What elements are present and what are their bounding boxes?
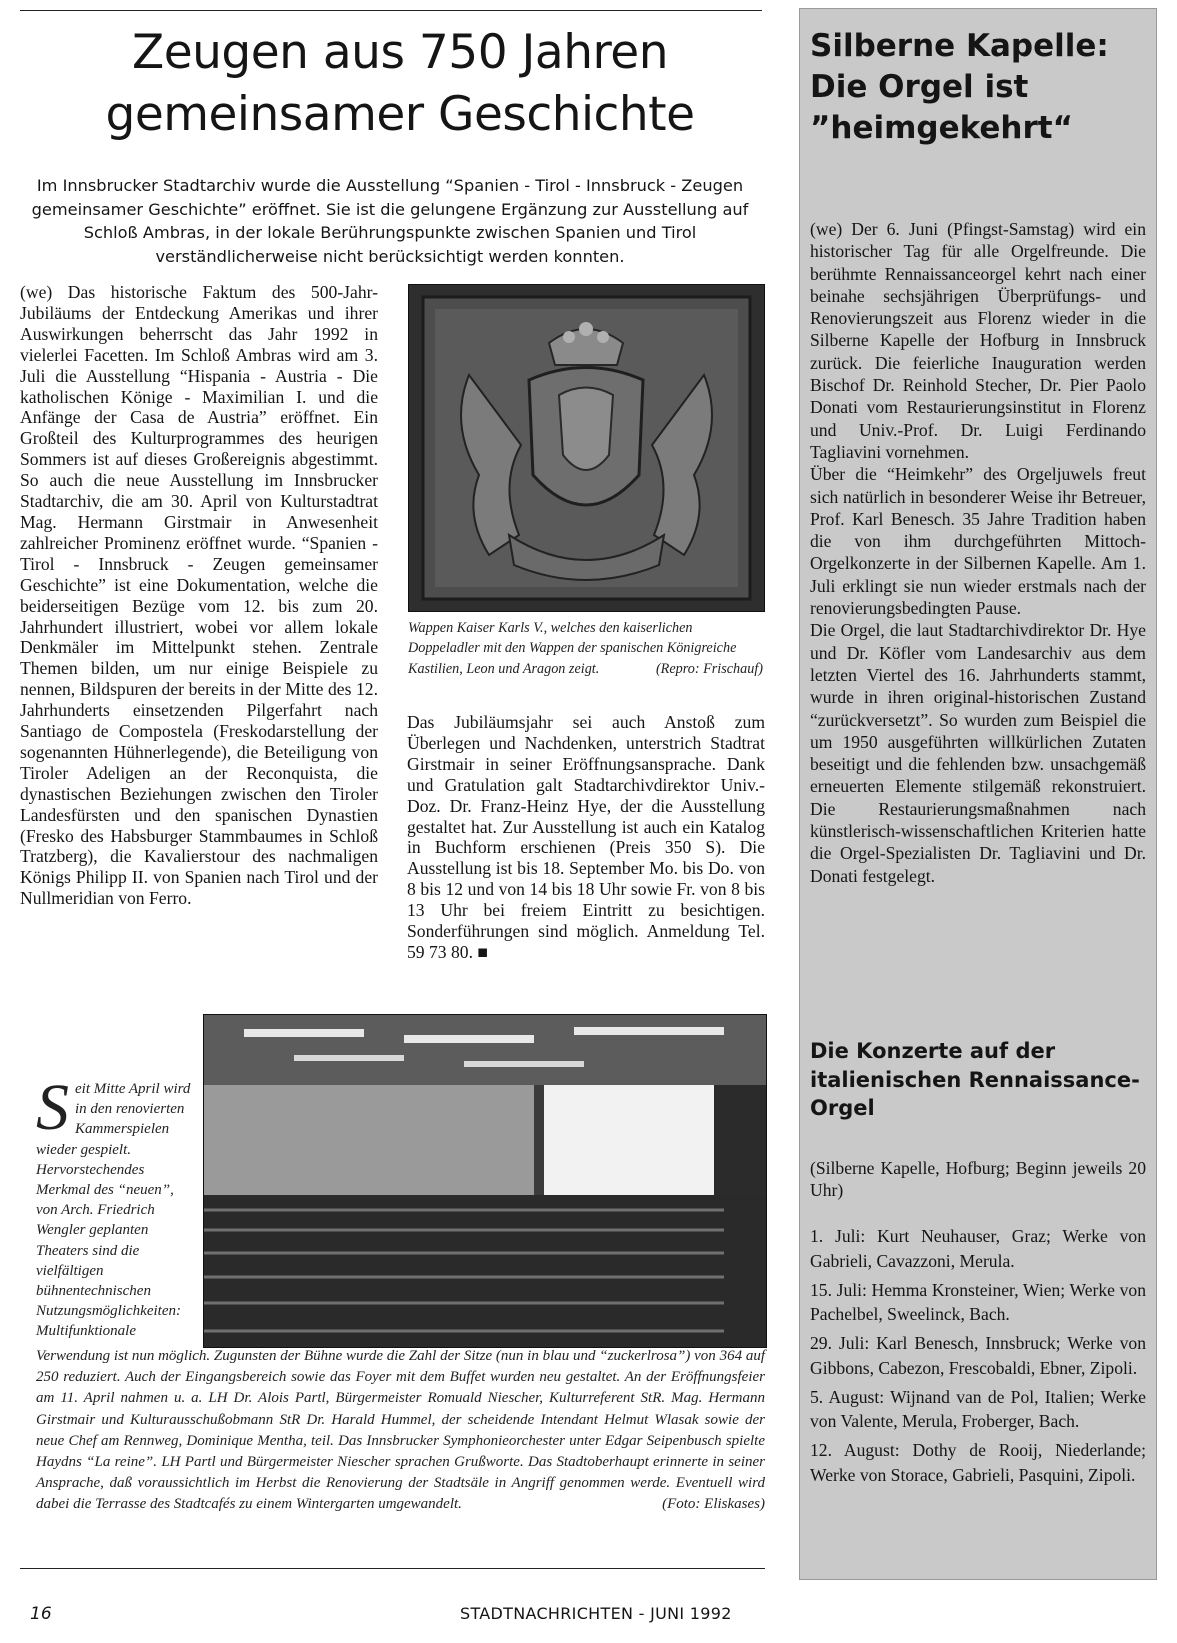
coat-of-arms-illustration (409, 285, 764, 611)
theater-caption-body (36, 1346, 765, 1516)
drop-cap: S (36, 1071, 69, 1144)
coat-of-arms-credit: (Repro: Frischauf) (655, 660, 763, 677)
theater-photo (203, 1014, 767, 1348)
theater-credit: (Foto: Eliskases) (662, 1496, 765, 1513)
page-number: 16 (30, 1604, 52, 1624)
coat-of-arms-caption-text: Wappen Kaiser Karls V., welches den kaiserlichen Doppeladler mit den Wappen der spanischen Königreiche Kastilien, Leon und Aragon zeigt. (408, 620, 737, 677)
sidebar-body (810, 218, 1146, 887)
concert-item: 15. Juli: Hemma Kronsteiner, Wien; Werke von Pachelbel, Sweelinck, Bach. (810, 1279, 1146, 1324)
sidebar-paragraph-3: Die Orgel, die laut Stadtarchivdirektor Dr. Hye und Dr. Köfler vom Landesarchiv aus dem letzten Viertel des 16. Jahrhunderts stammt, wurde in ihren original-historischen Zustand “zurückversetzt”. So wurden zum Beispiel die um 1950 ausgeführten willkürlichen Zutaten beseitigt und die fehlenden bzw. unsachgemäß erneuerten Elemente stilgemäß rekonstruiert. Die Restaurierungsmaßnahmen nach künstlerisch-wissenschaftlichen Kriterien hatte die Orgel-Spezialisten Dr. Tagliavini und Dr. Donati festgelegt. (810, 620, 1146, 886)
top-rule (20, 10, 762, 11)
theater-illustration (204, 1015, 766, 1347)
article-body-left: (we) Das historische Faktum des 500-Jahr-Jubiläums der Entdeckung Amerikas und ihrer Auswirkungen beherrscht das Jahr 1992 in vielerlei Facetten. Im Schloß Ambras wird am 3. Juli die Ausstellung “Hispania - Austria - Die katholischen Könige - Maximilian I. und die Anfänge der Casa de Austria” eröffnet. Ein Großteil des Kulturprogrammes des heurigen Sommers ist auf dieses Großereignis abgestimmt. So auch die neue Ausstellung im Innsbrucker Stadtarchiv, die am 30. April von Kulturstadtrat Mag. Hermann Girstmair in Anwesenheit zahlreicher Prominenz eröffnet wurde. “Spanien - Tirol - Innsbruck - Zeugen gemeinsamer Geschichte” ist eine Dokumentation, welche die beiderseitigen Bezüge vom 12. bis zum 20. Jahrhundert illustriert, wobei vor allem lokale Denkmäler im Mittelpunkt stehen. Zentrale Themen bilden, um nur einige Beispiele zu nennen, Bildspuren der bereits in der Mitte des 12. Jahrhunderts einsetzenden Pilgerfahrt nach Santiago de Compostela (Freskodarstellung der sogenannten Hühnerlegende), die Beteiligung von Tiroler Adeligen an der Reconquista, die dynastischen Beziehungen zwischen den Tiroler Landesfürsten und den spanischen Dynastien (Fresko des Habsburger Stammbaumes in Schloß Tratzberg), die Kavalierstour des nachmaligen Königs Philipp II. von Spanien nach Tirol und der Nullmeridian von Ferro. (20, 282, 378, 909)
concerts-intro: (Silberne Kapelle, Hofburg; Beginn jeweils 20 Uhr) (810, 1158, 1146, 1201)
concert-item: 1. Juli: Kurt Neuhauser, Graz; Werke von Gabrieli, Cavazzoni, Merula. (810, 1226, 1146, 1271)
bottom-rule (20, 1568, 765, 1569)
concert-item: 12. August: Dothy de Rooij, Niederlande; Werke von Storace, Gabrieli, Pasquini, Zipoli. (810, 1440, 1146, 1485)
publication-footer: STADTNACHRICHTEN - JUNI 1992 (460, 1604, 732, 1623)
sidebar-paragraph-2: Über die “Heimkehr” des Orgeljuwels freut sich natürlich in besonderer Weise ihr Betreuer, Prof. Karl Benesch. 35 Jahre Tradition haben die von ihm durchgeführten Mittoch-Orgelkonzerte in der Silbernen Kapelle. Am 1. Juli erklingt sie nun wieder erstmals nach der renovierungsbedingten Pause. (810, 464, 1146, 619)
article-body-middle: Das Jubiläumsjahr sei auch Anstoß zum Überlegen und Nachdenken, unterstrich Stadtrat Girstmair in seiner Eröffnungsansprache. Dank und Gratulation galt Stadtarchivdirektor Univ.-Doz. Dr. Franz-Heinz Hye, der die Ausstellung gestaltet hat. Zur Ausstellung ist auch ein Katalog in Buchform erschienen (Preis 350 S). Die Ausstellung ist bis 18. September Mo. bis Do. von 8 bis 12 und von 14 bis 18 Uhr sowie Fr. von 8 bis 13 Uhr bei freiem Eintritt zu besichtigen. Sonderführungen sind möglich. Anmeldung Tel. 59 73 80. ■ (407, 712, 765, 962)
concert-item: 29. Juli: Karl Benesch, Innsbruck; Werke von Gibbons, Cabezon, Frescobaldi, Ebner, Zipoli. (810, 1333, 1146, 1378)
article-lead: Im Innsbrucker Stadtarchiv wurde die Ausstellung “Spanien - Tirol - Innsbruck - Zeugen gemeinsamer Geschichte” eröffnet. Sie ist die gelungene Ergänzung zur Ausstellung auf Schloß Ambras, in der lokale Berührungspunkte zwischen Spanien und Tirol verständlicherweise nicht berücksichtigt werden konnten. (31, 176, 749, 266)
theater-caption-body-text: Verwendung ist nun möglich. Zugunsten der Bühne wurde die Zahl der Sitze (nun in blau und “zuckerlrosa”) von 364 auf 250 reduziert. Auch der Eingangsbereich sowie das Foyer mit dem Buffet wurden neu gestaltet. An der Eröffnungsfeier am 11. April nahmen u. a. LH Dr. Alois Partl, Bürgermeister Romuald Niescher, Kulturreferent StR. Mag. Hermann Girstmair und Kulturausschußobmann StR Dr. Harald Hummel, der scheidende Intendant Helmut Wlasak sowie der neue Chef am Rennweg, Dominique Mentha, teil. Das Innsbrucker Symphonieorchester unter Edgar Seipenbusch spielte Haydns “La reine”. LH Partl und Bürgermeister Niescher sprachen Grußworte. Das Stadtoberhaupt erinnerte in seiner Ansprache, daß voraussichtlich im Herbst die Renovierung der Stadtsäle in Angriff genommen werde. Eventuell wird dabei die Terrasse des Stadtcafés zu einem Wintergarten umgewandelt. (36, 1348, 765, 1513)
theater-caption-intro-text: eit Mitte April wird in den renovierten Kammerspielen wieder gespielt. Hervorstechendes Merkmal des “neuen”, von Arch. Friedrich Wengler geplanten Theaters sind die vielfältigen bühnentechnischen Nutzungsmöglichkeiten: Multifunktionale (36, 1081, 191, 1340)
concert-item: 5. August: Wijnand van de Pol, Italien; Werke von Valente, Merula, Froberger, Bach. (810, 1386, 1146, 1431)
sidebar-paragraph-1: (we) Der 6. Juni (Pfingst-Samstag) wird ein historischer Tag für alle Orgelfreunde. Die berühmte Rennaissanceorgel kehrt nach einer beinahe sechsjährigen Überprüfungs- und Renovierungszeit aus Florenz wieder in die Silberne Kapelle der Hofburg in Innsbruck zurück. Die feierliche Inauguration werden Bischof Dr. Reinhold Stecher, Dr. Pier Paolo Donati vom Restaurierungsinstitut in Florenz und Univ.-Prof. Dr. Luigi Ferdinando Tagliavini vornehmen. (810, 219, 1146, 462)
concert-list (810, 1224, 1146, 1492)
coat-of-arms-photo (408, 284, 765, 612)
sidebar-subheading: Die Konzerte auf der italienischen Rennaissance-Orgel (810, 1039, 1140, 1120)
article-headline: Zeugen aus 750 Jahren gemeinsamer Geschichte (105, 25, 695, 142)
coat-of-arms-caption (408, 618, 763, 679)
theater-caption-intro (36, 1071, 193, 1342)
sidebar-title: Silberne Kapelle: Die Orgel ist ”heimgekehrt“ (810, 28, 1109, 146)
